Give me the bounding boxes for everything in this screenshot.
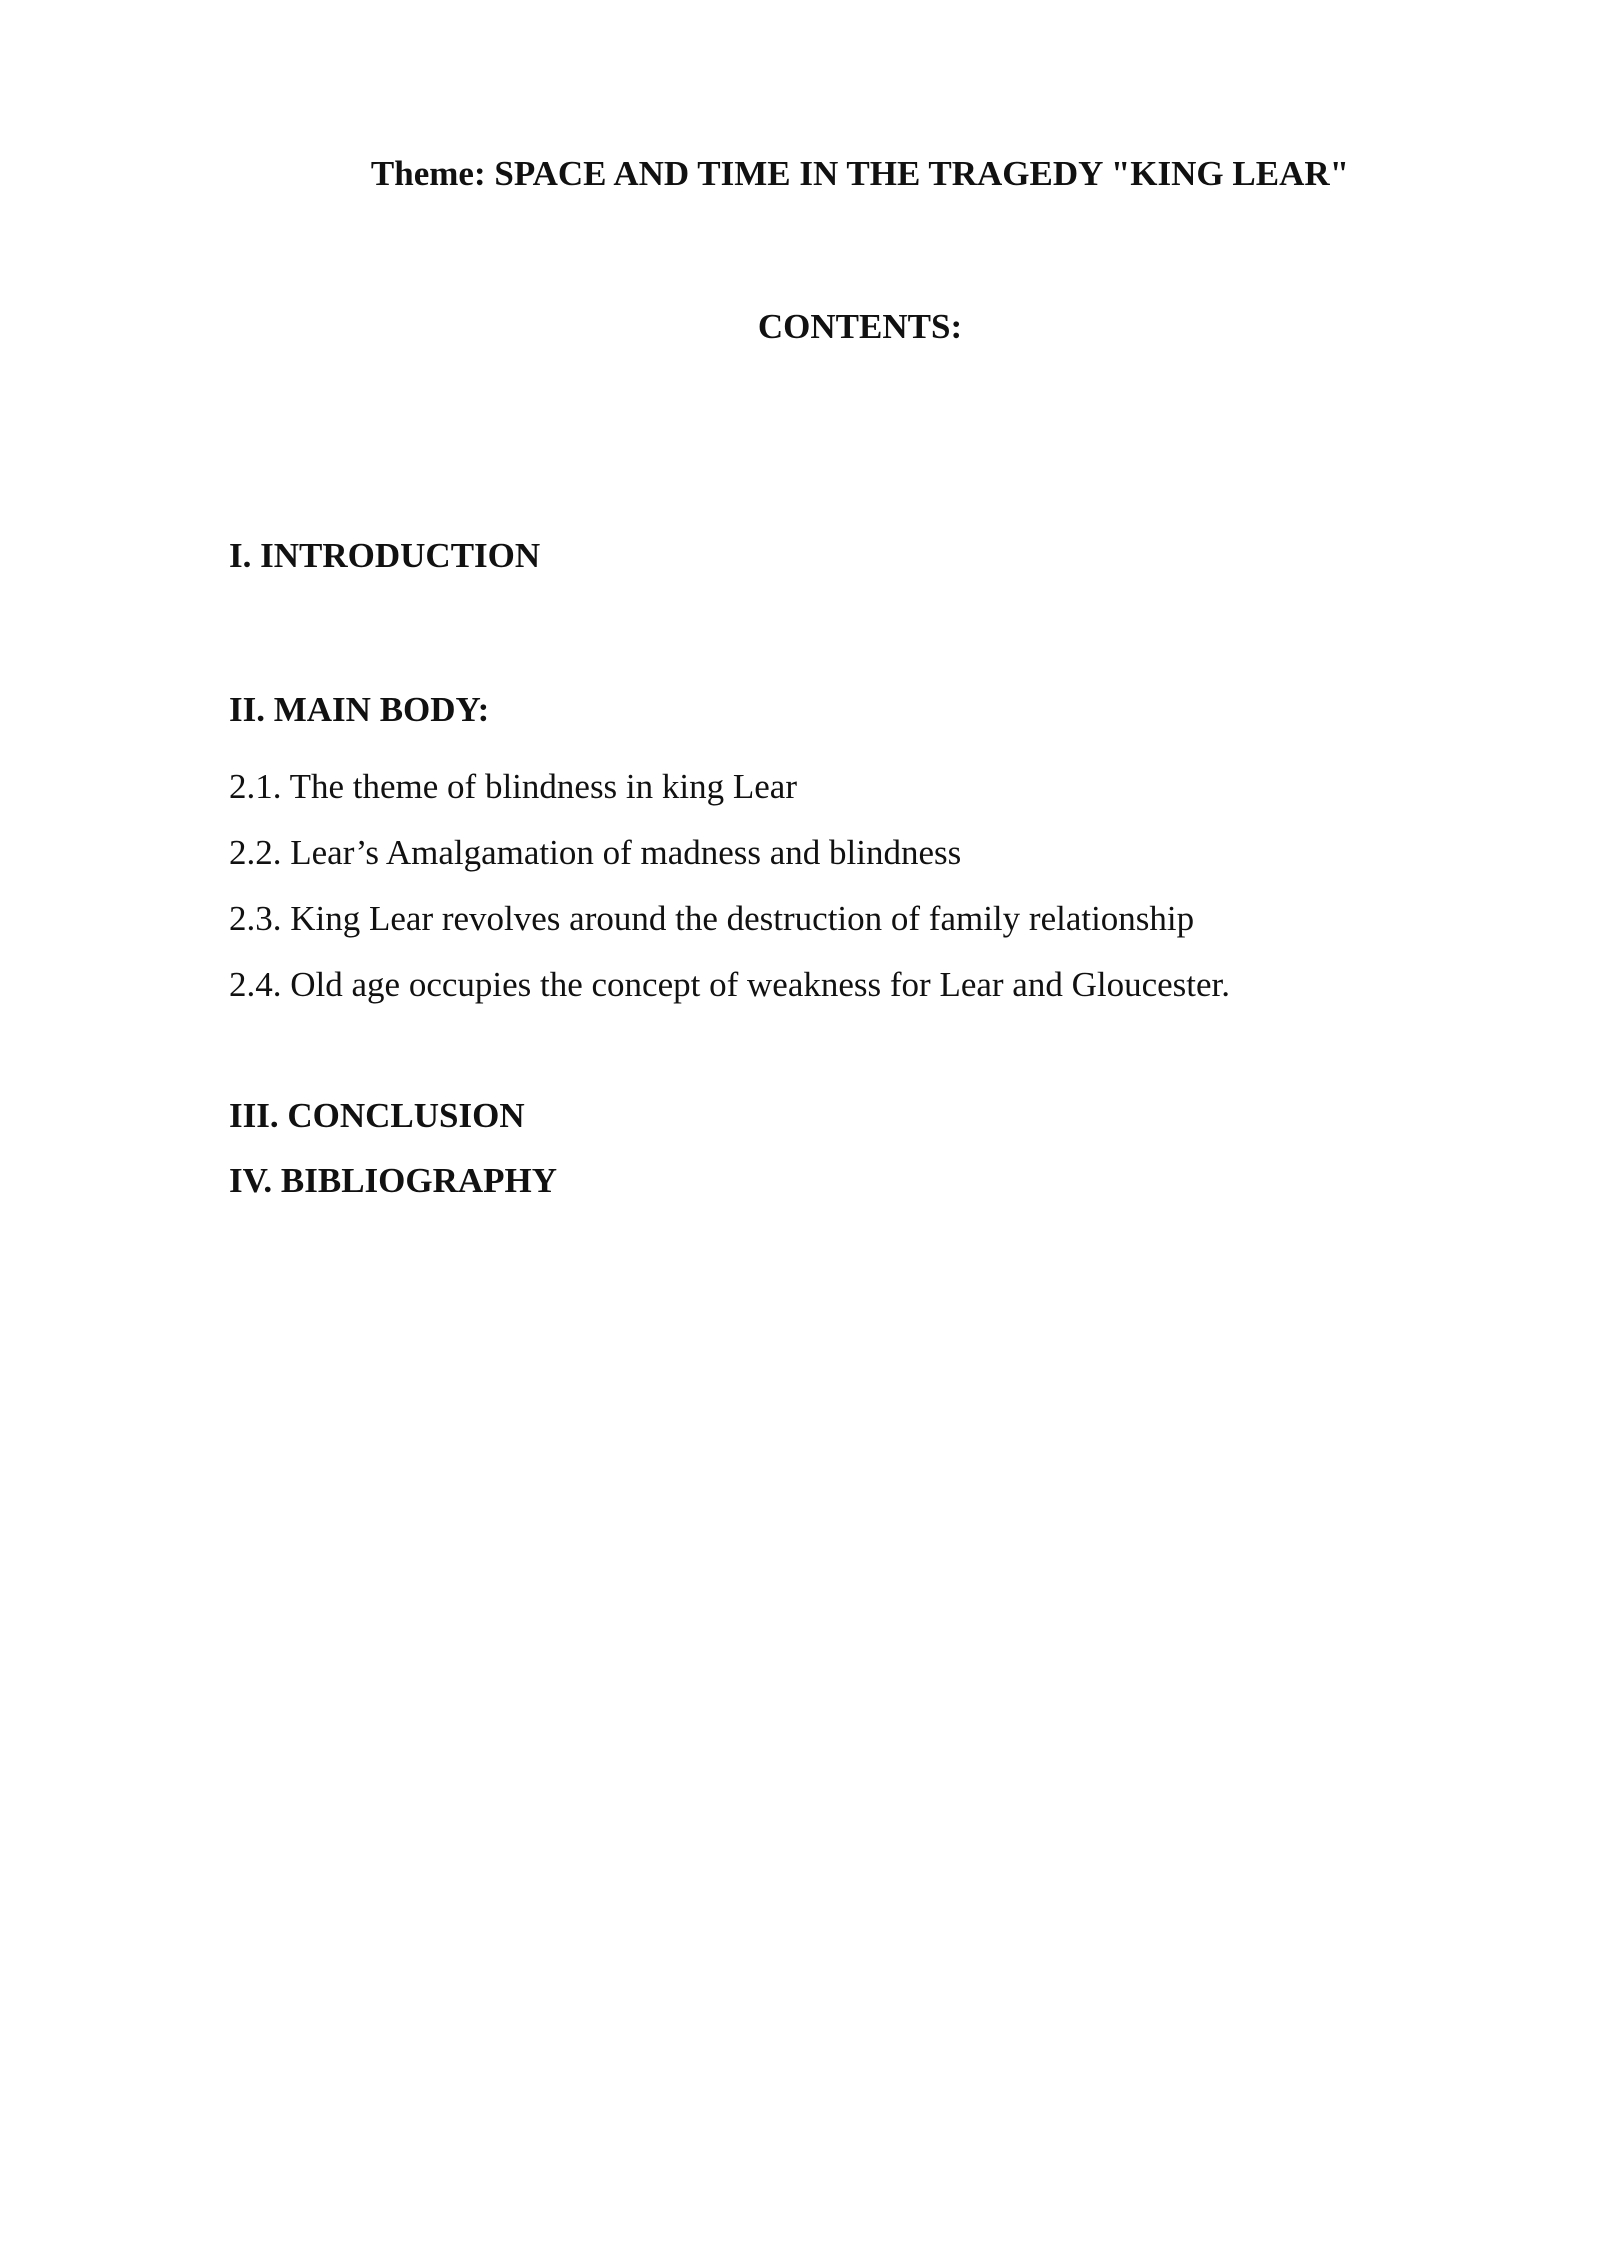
toc-main-body: II. MAIN BODY: — [229, 690, 490, 729]
toc-subsection-2-1: 2.1. The theme of blindness in king Lear — [229, 767, 797, 806]
toc-conclusion: III. CONCLUSION — [229, 1096, 525, 1135]
toc-introduction: I. INTRODUCTION — [229, 536, 541, 575]
toc-subsection-2-4: 2.4. Old age occupies the concept of weakness for Lear and Gloucester. — [229, 965, 1231, 1004]
toc-subsection-2-3: 2.3. King Lear revolves around the destruction of family relationship — [229, 899, 1195, 938]
toc-subsection-2-2: 2.2. Lear’s Amalgamation of madness and blindness — [229, 833, 962, 872]
theme-title: Theme: SPACE AND TIME IN THE TRAGEDY "KING LEAR" — [370, 154, 1350, 193]
toc-bibliography: IV. BIBLIOGRAPHY — [229, 1161, 558, 1200]
contents-title: CONTENTS: — [757, 307, 963, 346]
